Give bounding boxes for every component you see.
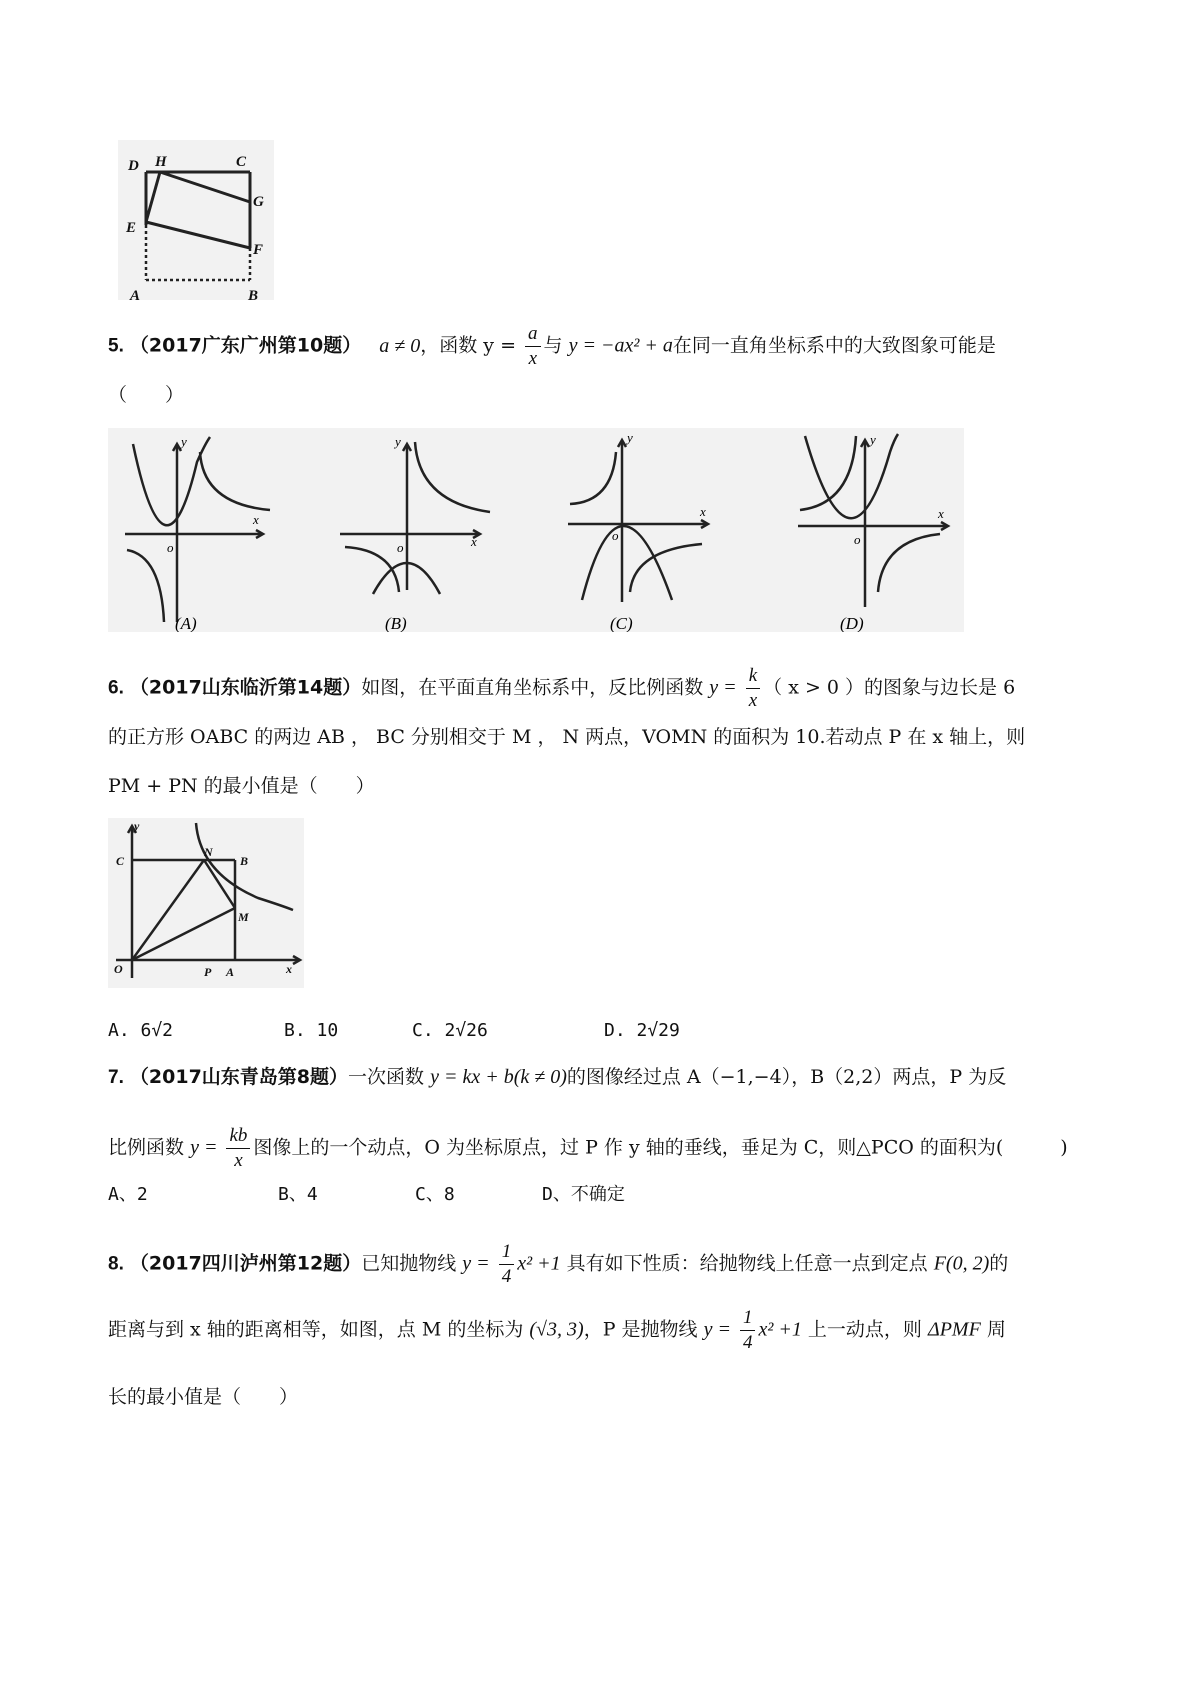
q6-fig-x: x xyxy=(286,962,292,976)
q6-y-eq: y = xyxy=(709,676,737,699)
graph-a-caption: (A) xyxy=(175,614,197,632)
q6-source: （2017山东临沂第14题） xyxy=(129,676,362,699)
q7-y-eq: y = xyxy=(190,1136,218,1159)
q8-number: 8. xyxy=(108,1253,124,1275)
graph-a-ylabel: y xyxy=(181,434,187,449)
q7-number: 7. xyxy=(108,1067,124,1088)
q7-source: （2017山东青岛第8题） xyxy=(129,1066,349,1088)
q6-fig-P: P xyxy=(204,965,212,979)
q6-fig-C: C xyxy=(116,854,125,868)
q8-text1: 已知抛物线 xyxy=(361,1252,457,1275)
q6-fig-N: N xyxy=(204,845,213,859)
q6-square-figure xyxy=(108,818,308,990)
q6-fig-A: A xyxy=(226,965,235,979)
q6-fig-B: B xyxy=(240,854,249,868)
graph-b-origin: o xyxy=(397,540,404,555)
graph-d-origin: o xyxy=(854,532,861,547)
graph-a-origin: o xyxy=(167,540,174,555)
q7-option-a: A、2 xyxy=(108,1184,148,1205)
q5-graph-d xyxy=(790,432,965,632)
q6-option-b: B. 10 xyxy=(284,1020,339,1041)
q7-text2: 的图像经过点 A（−1,−4），B（2,2）两点，P 为反 xyxy=(566,1066,1007,1088)
q5-graph-c xyxy=(560,432,725,632)
rectangle-figure xyxy=(118,140,278,305)
q8-tail: x² +1 xyxy=(517,1252,561,1275)
q8-triangle: ΔPMF xyxy=(927,1318,981,1341)
q7-line2 xyxy=(108,1124,1068,1173)
q8-fraction-2: $\frac{1}{4}$ xyxy=(740,1306,756,1355)
q6-line3: PM + PN 的最小值是（ ） xyxy=(108,775,375,797)
label-H: H xyxy=(155,154,167,170)
q8-line3: 长的最小值是（ ） xyxy=(108,1386,299,1408)
q8-line1 xyxy=(108,1240,1008,1289)
q5-fraction: $\frac{a}{x}$ xyxy=(525,322,541,371)
q5-text1: ，函数 y = xyxy=(420,334,516,357)
q6-option-a: A. 6√2 xyxy=(108,1020,174,1041)
graph-b-ylabel: y xyxy=(395,434,401,449)
q6-text1: 如图，在平面直角坐标系中，反比例函数 xyxy=(361,676,704,699)
graph-c-ylabel: y xyxy=(627,432,633,445)
q7-fraction: $\frac{kb}{x}$ xyxy=(226,1124,250,1173)
q8-y-eq-2: y = xyxy=(703,1318,731,1341)
q5-text2: 与 xyxy=(543,334,563,357)
q6-number: 6. xyxy=(108,677,124,699)
q6-option-c: C. 2√26 xyxy=(412,1020,488,1041)
q5-line1 xyxy=(108,322,996,371)
q6-option-d: D. 2√29 xyxy=(604,1020,680,1041)
q7-expression: y = kx + b(k ≠ 0) xyxy=(430,1066,567,1088)
q5-condition: a ≠ 0 xyxy=(379,334,421,357)
q5-expression: y = −ax² + a xyxy=(568,334,673,357)
q7-option-c: C、8 xyxy=(415,1184,455,1205)
q8-source: （2017四川泸州第12题） xyxy=(129,1252,362,1275)
q5-number: 5. xyxy=(108,335,124,357)
q8-fraction: $\frac{1}{4}$ xyxy=(499,1240,515,1289)
q8-text4: 距离与到 x 轴的距离相等，如图，点 M 的坐标为 xyxy=(108,1318,524,1341)
q8-text7: 周 xyxy=(986,1318,1006,1341)
graph-b-caption: (B) xyxy=(385,614,407,632)
q8-text2: 具有如下性质：给抛物线上任意一点到定点 xyxy=(566,1252,928,1275)
q6-fig-M: M xyxy=(238,910,249,924)
label-G: G xyxy=(253,194,264,210)
graph-d-caption: (D) xyxy=(840,614,864,632)
q7-text1: 一次函数 xyxy=(348,1066,425,1088)
q8-point-m: (√3, 3) xyxy=(529,1318,584,1341)
q8-text3: 的 xyxy=(989,1252,1009,1275)
graph-a-xlabel: x xyxy=(253,512,259,527)
q5-text3: 在同一直角坐标系中的大致图象可能是 xyxy=(672,334,996,357)
q5-graph-a xyxy=(115,432,295,632)
q5-source: （2017广东广州第10题） xyxy=(129,334,362,357)
graph-c-xlabel: x xyxy=(700,504,706,519)
q8-line2 xyxy=(108,1306,1006,1355)
q8-point-f: F(0, 2) xyxy=(933,1252,990,1275)
label-A: A xyxy=(130,288,141,304)
q6-text2: 的图象与边长是 6 xyxy=(864,676,1016,699)
q6-fraction: $\frac{k}{x}$ xyxy=(746,664,760,713)
label-D: D xyxy=(128,158,139,174)
label-C: C xyxy=(236,154,247,170)
label-B: B xyxy=(248,288,259,304)
q7-option-d: D、不确定 xyxy=(542,1184,625,1205)
label-F: F xyxy=(253,242,264,258)
q7-option-b: B、4 xyxy=(278,1184,318,1205)
q8-y-eq: y = xyxy=(462,1252,490,1275)
q6-fig-y: y xyxy=(134,819,140,833)
label-E: E xyxy=(126,220,137,236)
q5-graph-b xyxy=(335,432,495,632)
graph-c-caption: (C) xyxy=(610,614,633,632)
q6-condition: （ x > 0 ） xyxy=(763,676,865,699)
q8-tail-2: x² +1 xyxy=(758,1318,802,1341)
q6-line2: 的正方形 OABC 的两边 AB ， BC 分别相交于 M ， N 两点，VOMN 的面积为 10.若动点 P 在 x 轴上，则 xyxy=(108,726,1026,748)
q7-line1 xyxy=(108,1064,1006,1091)
graph-c-origin: o xyxy=(612,528,619,543)
q5-paren: （ ） xyxy=(108,384,185,406)
graph-b-xlabel: x xyxy=(471,534,477,549)
q8-text5: ，P 是抛物线 xyxy=(583,1318,698,1341)
q6-fig-O: O xyxy=(114,962,123,976)
q7-text3: 比例函数 xyxy=(108,1136,185,1159)
graph-d-ylabel: y xyxy=(870,432,876,447)
graph-d-xlabel: x xyxy=(938,506,944,521)
q7-text4: 图像上的一个动点，O 为坐标原点，过 P 作 y 轴的垂线，垂足为 C，则△PCO 的面积为( ) xyxy=(253,1136,1068,1159)
q8-text6: 上一动点，则 xyxy=(807,1318,922,1341)
q6-line1 xyxy=(108,664,1015,713)
